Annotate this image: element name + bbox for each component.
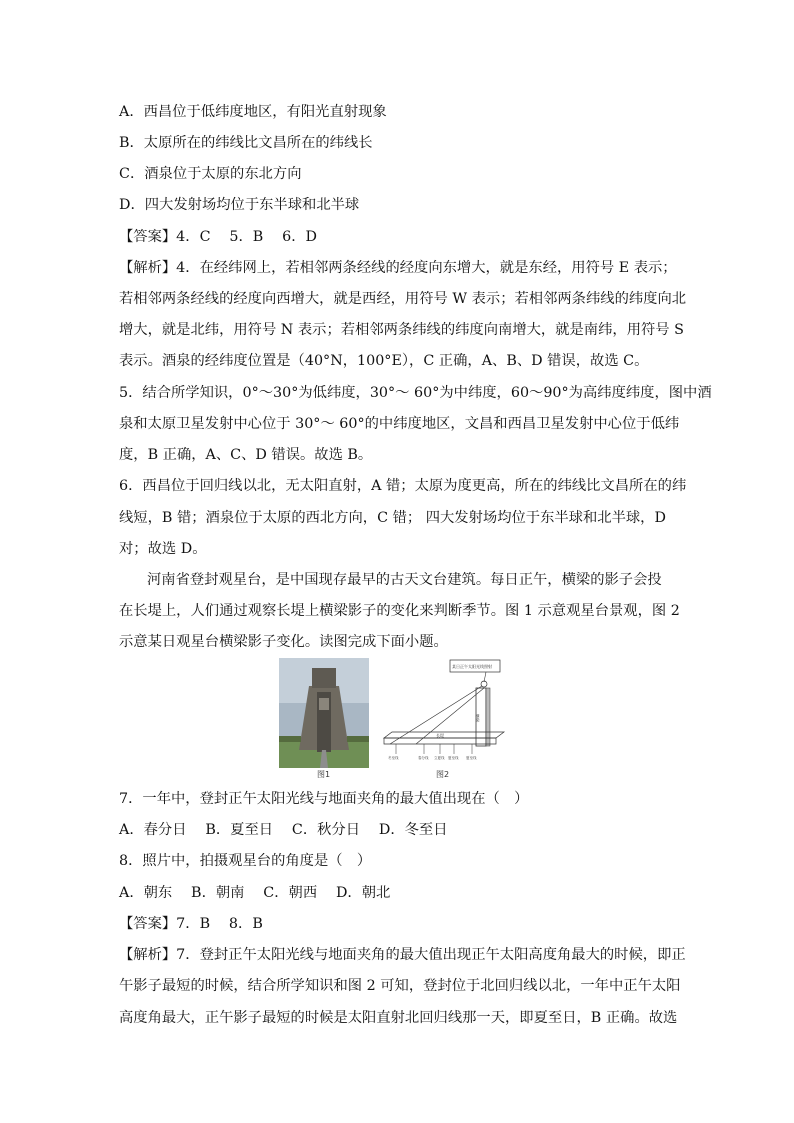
analysis-line: 【解析】4．在经纬网上，若相邻两条经线的经度向东增大，就是东经，用符号 E 表示； <box>119 260 677 276</box>
question-7-options: A．春分日 B．夏至日 C．秋分日 D．冬至日 <box>119 822 448 838</box>
option-a-q6: A．西昌位于低纬度地区，有阳光直射现象 <box>119 104 387 120</box>
option-c-q6: C．酒泉位于太原的东北方向 <box>119 166 302 182</box>
tick-label: 春分线 <box>418 756 429 760</box>
answer-4-6: 【答案】4．C 5．B 6．D <box>119 229 317 245</box>
analysis-line: 度，B 正确，A、C、D 错误。故选 B。 <box>119 447 373 463</box>
passage-line: 示意某日观星台横梁影子变化。读图完成下面小题。 <box>119 634 448 650</box>
figure-group <box>279 658 519 780</box>
analysis-line: 6．西昌位于回归线以北，无太阳直射，A 错；太原为度更高，所在的纬线比文昌所在的纬 <box>119 478 687 494</box>
passage-line: 河南省登封观星台，是中国现存最早的古天文台建筑。每日正午，横梁的影子会投 <box>147 572 662 588</box>
tick-label: 夏至线 <box>466 756 477 760</box>
observatory-photo <box>279 658 369 768</box>
figure-1-caption: 图1 <box>317 770 331 779</box>
tick-label: 立夏线 <box>434 756 445 760</box>
passage-line: 在长堤上，人们通过观察长堤上横梁影子的变化来判断季节。图 1 示意观星台景观，图 2 <box>119 603 680 619</box>
beam-label: 横梁 <box>475 714 481 722</box>
analysis-line: 表示。酒泉的经纬度位置是（40°N，100°E），C 正确，A、B、D 错误，故选 C。 <box>119 353 649 369</box>
analysis-line: 泉和太原卫星发射中心位于 30°～ 60°的中纬度地区，文昌和西昌卫星发射中心位于低纬 <box>119 416 680 432</box>
analysis-line: 午影子最短的时候，结合所学知识和图 2 可知，登封位于北回归线以北，一年中正午太阳 <box>119 978 681 994</box>
tick-label: 冬至线 <box>388 756 399 760</box>
analysis-line: 对；故选 D。 <box>119 541 207 557</box>
option-b-q6: B．太原所在的纬线比文昌所在的纬线长 <box>119 135 373 151</box>
analysis-line: 增大，就是北纬，用符号 N 表示；若相邻两条纬线的纬度向南增大，就是南纬，用符号 S <box>119 322 684 338</box>
analysis-line: 高度角最大，正午影子最短的时候是太阳直射北回归线那一天，即夏至日，B 正确。故选 <box>119 1010 678 1026</box>
question-8-options: A．朝东 B．朝南 C．朝西 D．朝北 <box>119 885 391 901</box>
tick-label: 夏至线 <box>448 756 459 760</box>
sun-ray-label: 某日正午太阳光线照射 <box>452 664 492 669</box>
analysis-line: 线短，B 错；酒泉位于太原的西北方向，C 错； 四大发射场均位于东半球和北半球，D <box>119 510 666 526</box>
option-d-q6: D．四大发射场均位于东半球和北半球 <box>119 197 360 213</box>
analysis-line: 5．结合所学知识，0°～30°为低纬度，30°～ 60°为中纬度，60～90°为高纬度纬度，图中酒 <box>119 385 712 401</box>
analysis-line: 【解析】7．登封正午太阳光线与地面夹角的最大值出现正午太阳高度角最大的时候，即正 <box>119 947 686 963</box>
question-7: 7．一年中，登封正午太阳光线与地面夹角的最大值出现在（ ） <box>119 791 529 807</box>
wall-label: 长堤 <box>436 733 444 738</box>
answer-7-8: 【答案】7．B 8．B <box>119 916 263 932</box>
figure-2-caption: 图2 <box>436 770 450 779</box>
question-8: 8．照片中，拍摄观星台的角度是（ ） <box>119 853 372 869</box>
analysis-line: 若相邻两条经线的经度向西增大，就是西经，用符号 W 表示；若相邻两条纬线的纬度向北 <box>119 291 687 307</box>
shadow-diagram <box>376 658 510 768</box>
